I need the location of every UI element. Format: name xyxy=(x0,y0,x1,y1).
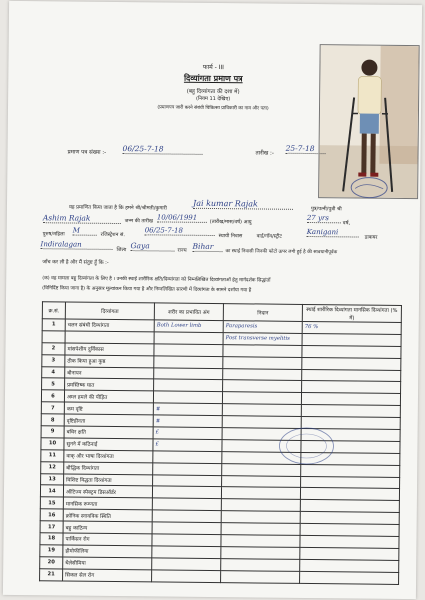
row-body-part xyxy=(152,486,221,499)
row-sno: 9 xyxy=(41,426,64,438)
state-label: राज्य xyxy=(177,247,187,254)
row-sno: 7 xyxy=(41,402,64,414)
gender-value: M xyxy=(73,227,97,236)
line4-suffix: का स्थाई निवासी जिनकी फोटो ऊपर लगी हुई है की सावधानीपूर्वक xyxy=(225,249,338,256)
row-sno: 4 xyxy=(42,366,65,378)
row-percent xyxy=(302,345,401,358)
row-percent xyxy=(300,547,399,560)
row-disability-name: विशिष्ट विद्धता दिव्यांगता xyxy=(64,474,153,487)
row-body-part xyxy=(154,379,223,392)
row-disability-name: क्रोनिक स्नायविक स्थिति xyxy=(63,509,152,522)
row-body-part xyxy=(152,510,221,523)
paragraph-a: (क) वह मामला बहु दिव्यांगता के लिए है । उनकी स्थाई शारीरिक क्षति/दिव्यांगता को निम्नलिखित दिव्यांगताओं हेतु मार्गदर्शक सिद्धांतों xyxy=(42,276,271,284)
header-disability: दिव्यांगता xyxy=(65,302,154,320)
row-disability-name: सिकल सेल रोग xyxy=(63,569,152,582)
row-percent xyxy=(301,476,400,489)
row-body-part xyxy=(153,463,222,476)
row-percent xyxy=(300,500,399,513)
post-office-label: डाकघर xyxy=(364,234,378,241)
reg-no-value: 06/25-7-18 xyxy=(145,226,215,236)
state-value: Bihar xyxy=(193,242,223,252)
row-empty-cell xyxy=(154,332,223,345)
row-sno: 13 xyxy=(41,473,64,485)
row-diagnosis xyxy=(223,344,302,357)
form-number: फार्म - III xyxy=(202,63,225,72)
row-diagnosis xyxy=(223,368,302,381)
row-percent xyxy=(300,488,399,501)
disability-table xyxy=(39,301,402,584)
row-percent xyxy=(301,405,400,418)
line1-prefix: यह प्रमाणित किया जाता है कि हमने श्री/श्रीमती/कुमारी xyxy=(68,204,167,212)
row-disability-name: प्रमस्तिष्क घात xyxy=(65,378,154,391)
row-disability-name: मानसिक रूग्णता xyxy=(63,497,152,510)
row-diagnosis xyxy=(223,380,302,393)
cert-no-label: प्रमाण पत्र संख्या :- xyxy=(67,149,107,156)
header-diagnosis: निदान xyxy=(223,304,302,322)
row-sno: 12 xyxy=(41,461,64,473)
row-sno: 6 xyxy=(41,390,64,402)
dob-suffix: (तारीख/मास/वर्ष) आयु xyxy=(209,218,252,226)
age-unit: वर्ष, xyxy=(342,220,351,227)
row-disability-name: हीमोफीलिया xyxy=(63,545,152,558)
row-diagnosis xyxy=(221,570,300,583)
row-sno: 15 xyxy=(40,497,63,509)
row-disability-name: कम दृष्टि xyxy=(64,402,153,415)
row-diagnosis xyxy=(221,511,300,524)
row-percent: 76 % xyxy=(302,321,401,334)
row-diagnosis xyxy=(222,392,301,405)
row-diagnosis xyxy=(222,475,301,488)
row-body-part xyxy=(154,356,223,369)
ward-label: वार्ड/गाँव/स्ट्रीट xyxy=(256,233,282,240)
row-body-part: £ xyxy=(153,439,222,452)
dob-value: 10/06/1991 xyxy=(157,213,207,223)
row-percent xyxy=(300,571,399,584)
row-disability-name: बौद्धिक दिव्यांगता xyxy=(64,462,153,475)
row-body-part xyxy=(153,391,222,404)
row-diagnosis: Paraparesis xyxy=(223,321,302,334)
row-percent xyxy=(301,393,400,406)
row-disability-name: सुनने में कठिनाई xyxy=(64,438,153,451)
row-percent xyxy=(302,357,401,370)
row-body-part xyxy=(152,522,221,535)
row-sno: 17 xyxy=(40,521,63,533)
row-disability-name: बौनापन xyxy=(65,367,154,380)
reg-no-label: रजिस्ट्रेशन सं. xyxy=(100,231,125,239)
rule-reference: (नियम 11 देखिए) xyxy=(195,95,231,103)
row-sno: 14 xyxy=(40,485,63,497)
header-body-part: शरीर का प्रभावित अंग xyxy=(154,303,223,321)
row-percent xyxy=(300,512,399,525)
row-disability-name: ऑटिज्म स्पेक्ट्रम डिसऑर्डर xyxy=(63,485,152,498)
row-diagnosis xyxy=(221,535,300,548)
row-diagnosis-detail: Post transverse myelitis xyxy=(223,333,302,346)
ward-value: Kanigani xyxy=(307,228,359,238)
row-empty-cell xyxy=(302,333,401,346)
row-disability-name: अम्ल हमले की पीड़ित xyxy=(64,390,153,403)
row-body-part xyxy=(152,570,221,583)
row-empty-cell xyxy=(42,331,65,343)
header-percent: स्थाई शारीरिक दिव्यांगता मानसिक दिव्यांगता (% में) xyxy=(302,304,401,322)
row-sno: 16 xyxy=(40,509,63,521)
row-body-part xyxy=(152,546,221,559)
row-sno: 10 xyxy=(41,438,64,450)
row-percent xyxy=(300,559,399,572)
row-body-part: # xyxy=(153,403,222,416)
table-row xyxy=(40,568,399,584)
row-body-part xyxy=(153,451,222,464)
row-disability-name: ठीक किया हुआ कुष्ठ xyxy=(65,355,154,368)
cert-no-value: 06/25-7-18 xyxy=(123,144,203,155)
applicant-name: Jai kumar Rajak xyxy=(193,199,293,210)
doctor-stamp xyxy=(276,424,336,469)
row-sno: 21 xyxy=(40,568,63,580)
row-percent xyxy=(300,524,399,537)
row-disability-name: मांसपेशीय दुर्विकास xyxy=(65,343,154,356)
reg-suffix: स्थायी निवास xyxy=(218,233,243,240)
row-empty-cell xyxy=(65,331,154,344)
row-disability-name: दृष्टिहीनता xyxy=(64,414,153,427)
row-diagnosis xyxy=(221,523,300,536)
row-sno: 1 xyxy=(42,319,65,331)
district-value: Gaya xyxy=(131,241,175,251)
district-label: जिला xyxy=(116,246,127,254)
subtitle: (बहु दिव्यांगता की दशा में) xyxy=(186,88,240,96)
row-diagnosis xyxy=(221,499,300,512)
row-sno: 18 xyxy=(40,533,63,545)
row-body-part xyxy=(152,558,221,571)
gender-label: पुरुष/महिला xyxy=(42,231,65,238)
date-label: तारीख :- xyxy=(255,150,274,157)
row-disability-name: पार्किंसन रोग xyxy=(63,533,152,546)
row-diagnosis xyxy=(223,356,302,369)
age-value: 27 yrs xyxy=(307,214,341,223)
post-office-value: Indiralagan xyxy=(41,240,113,250)
row-body-part: # xyxy=(153,415,222,428)
row-sno: 3 xyxy=(42,354,65,366)
row-body-part xyxy=(154,344,223,357)
authority-note: (प्रमाणपत्र जारी करने संबंधी चिकित्सा प्राधिकारी का नाम और पता) xyxy=(157,105,269,112)
row-percent xyxy=(300,535,399,548)
certificate-page xyxy=(3,1,422,599)
father-name: Ashim Rajak xyxy=(43,213,121,224)
row-sno: 11 xyxy=(41,450,64,462)
row-body-part xyxy=(152,498,221,511)
row-sno: 19 xyxy=(40,545,63,557)
row-sno: 20 xyxy=(40,557,63,569)
row-body-part: £ xyxy=(153,427,222,440)
row-sno: 8 xyxy=(41,414,64,426)
row-diagnosis xyxy=(222,404,301,417)
paragraph-a-cont: (विनिर्दिष्ट किया जाना है) के अनुसार मूल्यांकन किया गया है और निम्नलिखित सारणी में दिव्यांगता के सामने दर्शाया गया है xyxy=(42,286,252,294)
row-disability-name: बधिर क्षति xyxy=(64,426,153,439)
row-disability-name: चलन संबंधी दिव्यांगता xyxy=(65,319,154,332)
row-body-part: Both Lower limb xyxy=(154,320,223,333)
row-disability-name: वाक् और भाषा दिव्यांगता xyxy=(64,450,153,463)
row-sno: 5 xyxy=(42,378,65,390)
row-body-part xyxy=(153,474,222,487)
page-title: दिव्यांगता प्रमाण पत्र xyxy=(183,73,243,84)
row-percent xyxy=(302,369,401,382)
row-diagnosis xyxy=(221,558,300,571)
row-percent xyxy=(302,381,401,394)
line1-suffix: पुत्र/पत्नी/पुत्री श्री xyxy=(310,206,342,213)
row-body-part xyxy=(154,367,223,380)
row-diagnosis xyxy=(221,547,300,560)
header-sno: क्र.सं. xyxy=(42,302,65,319)
row-disability-name: बहु काठिन्य xyxy=(63,521,152,534)
office-stamp xyxy=(349,174,389,200)
row-disability-name: थैलेसीमिया xyxy=(63,557,152,570)
row-diagnosis xyxy=(221,487,300,500)
date-value: 25-7-18 xyxy=(286,144,326,154)
row-sno: 2 xyxy=(42,342,65,354)
line5: जाँच कर ली है और मैं संतुष्ट हूँ कि :- xyxy=(42,259,109,266)
dob-label: जन्म की तारीख xyxy=(124,218,154,225)
row-body-part xyxy=(152,534,221,547)
